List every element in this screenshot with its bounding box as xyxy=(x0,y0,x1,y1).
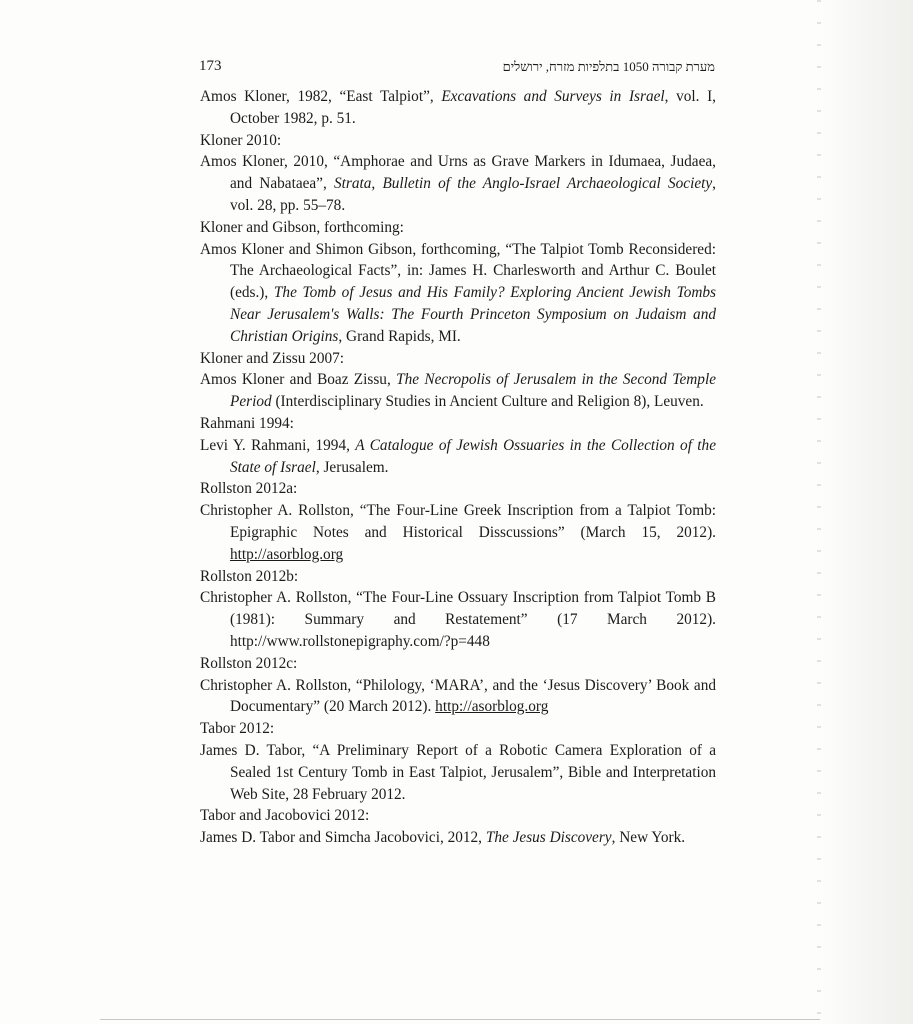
reference-text: , Jerusalem. xyxy=(315,458,389,476)
reference-url-link[interactable]: http://asorblog.org xyxy=(435,698,549,716)
reference-url-link[interactable]: http://asorblog.org xyxy=(230,545,344,563)
reference-label: Tabor 2012: xyxy=(200,720,275,738)
reference-label: Kloner 2010: xyxy=(200,131,282,149)
page-right-margin xyxy=(821,0,913,1024)
reference-title-italic: A Catalogue of Jewish Ossuaries in the Collection of the State of Israel xyxy=(230,436,716,476)
reference-entry xyxy=(200,369,716,413)
reference-text: (Interdisciplinary Studies in Ancient Culture and Religion 8), Leuven. xyxy=(271,393,704,411)
reference-entry xyxy=(200,587,716,652)
reference-text: , vol. I, October 1982, p. 51. xyxy=(230,88,716,127)
reference-text: James D. Tabor, “A Preliminary Report of a Robotic Camera Exploration of a Sealed 1st Century Tomb in East Talpiot, Jerusalem”, Bible and Interpretation Web Site, 28 February 2012. xyxy=(200,741,716,803)
running-header xyxy=(199,58,715,80)
running-title: מערת קבורה 1050 בתלפיות מזרח, ירושלים xyxy=(502,59,715,74)
reference-text: Christopher A. Rollston, “Philology, ‘MARA’, and the ‘Jesus Discovery’ Book and Documentary” (20 March 2012). xyxy=(200,676,716,716)
reference-text: Christopher A. Rollston, “The Four-Line Ossuary Inscription from Talpiot Tomb B (1981): Summary and Restatement” (17 March 2012). http://www.rollstonepigraphy.com/?p=448 xyxy=(200,589,716,650)
reference-entry xyxy=(200,86,716,130)
reference-text: Amos Kloner, 2010, “Amphorae and Urns as Grave Markers in Idumaea, Judaea, and Nabataea”, xyxy=(200,153,716,193)
reference-entry xyxy=(200,500,716,565)
page-bottom-edge xyxy=(100,1019,820,1020)
reference-label: Tabor and Jacobovici 2012: xyxy=(200,807,370,825)
reference-entry xyxy=(200,675,716,719)
reference-label: Rollston 2012b: xyxy=(200,567,299,585)
reference-entry xyxy=(200,151,716,216)
reference-title-italic: Strata, Bulletin of the Anglo-Israel Archaeological Society xyxy=(334,175,713,193)
reference-entry xyxy=(200,435,716,479)
binding-edge xyxy=(817,0,821,1020)
reference-title-italic: The Jesus Discovery xyxy=(485,829,612,847)
reference-entry xyxy=(200,740,716,805)
reference-text: Amos Kloner and Shimon Gibson, forthcoming, “The Talpiot Tomb Reconsidered: The Archaeological Facts”, in: James H. Charlesworth and Arthur C. Boulet (eds.), xyxy=(200,240,716,302)
reference-text: James D. Tabor and Simcha Jacobovici, 2012, xyxy=(200,829,486,847)
reference-text: Christopher A. Rollston, “The Four-Line Greek Inscription from a Talpiot Tomb: Epigraphic Notes and Historical Disscussions” (March 15, 2012). xyxy=(200,502,716,541)
reference-text: , Grand Rapids, MI. xyxy=(338,327,461,345)
reference-text: Levi Y. Rahmani, 1994, xyxy=(200,436,356,454)
reference-text: , vol. 28, pp. 55–78. xyxy=(230,175,716,214)
reference-list xyxy=(200,86,716,849)
reference-label: Rollston 2012a: xyxy=(200,480,298,498)
reference-label: Rollston 2012c: xyxy=(200,654,298,672)
reference-label: Kloner and Zissu 2007: xyxy=(200,349,345,367)
reference-title-italic: The Tomb of Jesus and His Family? Exploring Ancient Jewish Tombs Near Jerusalem's Walls: The Fourth Princeton Symposium on Judaism and Christian Origins xyxy=(230,284,716,345)
reference-title-italic: Excavations and Surveys in Israel xyxy=(441,88,665,105)
reference-entry xyxy=(200,827,716,849)
reference-text: Amos Kloner and Boaz Zissu, xyxy=(200,371,397,389)
page-number: 173 xyxy=(199,58,222,74)
reference-text: Amos Kloner, 1982, “East Talpiot”, xyxy=(200,88,442,105)
reference-label: Kloner and Gibson, forthcoming: xyxy=(200,218,404,236)
reference-title-italic: The Necropolis of Jerusalem in the Second Temple Period xyxy=(230,371,716,411)
reference-entry xyxy=(200,239,716,348)
reference-text: , New York. xyxy=(611,829,686,847)
reference-label: Rahmani 1994: xyxy=(200,414,294,432)
